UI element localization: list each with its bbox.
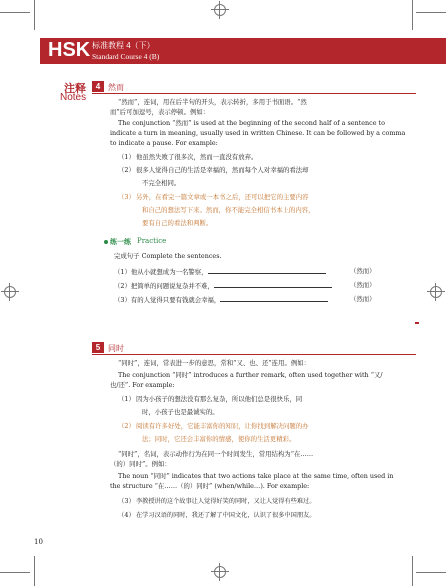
example-sentence: 不完全相同。 bbox=[142, 179, 181, 187]
crop-mark bbox=[0, 12, 30, 13]
crop-mark bbox=[416, 12, 446, 13]
crop-mark bbox=[412, 0, 413, 30]
answer-blank[interactable] bbox=[220, 295, 328, 302]
notes-label-en: Notes bbox=[60, 92, 87, 103]
example-number: （3） bbox=[118, 193, 135, 201]
crop-mark bbox=[0, 572, 30, 573]
explanation-en: the structure “在……（的）同时” (when/while…). For example: bbox=[110, 482, 310, 490]
notes-label-cn: 注释 bbox=[64, 83, 86, 95]
explanation-en: 也/还”. For example: bbox=[110, 381, 175, 389]
section-rule bbox=[92, 354, 416, 355]
registration-mark-icon bbox=[214, 4, 226, 16]
example-sentence: 要有自己的看法和判断。 bbox=[142, 219, 213, 227]
example-sentence: 法；同时，它还会丰富你的情感，使你的生活更精彩。 bbox=[142, 435, 296, 443]
explanation-cn: “同时”，连词，常表进一步的意思，常和“又、也、还”连用。例如： bbox=[118, 359, 311, 367]
explanation-cn: 而”后可加逗号，表示停顿。例如： bbox=[110, 108, 210, 116]
registration-mark-icon bbox=[214, 566, 226, 578]
practice-bullet-icon bbox=[104, 240, 108, 244]
example-sentence: 阅读有许多好处，它能丰富你的知识，让你找到解决问题的办 bbox=[136, 422, 309, 430]
explanation-en: The conjunction “然而” is used at the beginning of the second half of a sentence to bbox=[118, 119, 385, 127]
book-title-en: Standard Course 4 (B) bbox=[92, 52, 160, 61]
registration-mark-icon bbox=[4, 286, 16, 298]
example-sentence: 李教授讲的这个故事让人觉得好笑的同时，又让人觉得有些难过。 bbox=[136, 498, 316, 505]
explanation-cn: （的）同时”。例如： bbox=[110, 460, 171, 468]
answer-blank[interactable] bbox=[214, 281, 332, 288]
section-title: 然而 bbox=[108, 83, 124, 92]
example-number: （2） bbox=[118, 422, 135, 430]
example-sentence: 在学习汉语的同时，我还了解了中国文化，认识了很多中国朋友。 bbox=[136, 512, 316, 519]
explanation-en: The conjunction “同时” introduces a further remark, often used together with “又/ bbox=[118, 371, 383, 379]
example-sentence: 他虽然失败了很多次，然而一直没有放弃。 bbox=[136, 153, 258, 161]
crop-mark bbox=[412, 556, 413, 586]
practice-label-en: Practice bbox=[137, 237, 167, 245]
example-number: （2） bbox=[118, 166, 135, 174]
explanation-en: indicate a turn in meaning, usually used in written Chinese. It can be followed by a comma bbox=[110, 129, 406, 137]
practice-item: （1）他从小就想成为一名警察， bbox=[114, 267, 326, 277]
crop-mark bbox=[34, 0, 35, 30]
crop-mark bbox=[34, 556, 35, 586]
example-number: （1） bbox=[118, 153, 135, 161]
practice-hint: （然而） bbox=[350, 267, 376, 275]
side-tab-marker bbox=[415, 322, 419, 324]
hsk-logo: HSK bbox=[48, 39, 91, 61]
example-sentence: 因为小孩子的想法没有那么复杂，所以他们总是很快乐，同 bbox=[136, 395, 303, 403]
example-number: （4） bbox=[118, 511, 135, 519]
section-number: 4 bbox=[92, 81, 104, 92]
example-number: （3） bbox=[118, 497, 135, 505]
practice-hint: （然而） bbox=[350, 295, 376, 303]
book-title-cn: 标准教程 4（下） bbox=[92, 41, 155, 50]
explanation-en: to indicate a pause. For example: bbox=[110, 139, 218, 147]
practice-item: （3）有的人觉得只要有钱就会幸福， bbox=[114, 295, 328, 305]
explanation-en: The noun “同时” indicates that two actions take place at the same time, often used in bbox=[118, 472, 394, 480]
section-title: 同时 bbox=[108, 344, 124, 353]
example-sentence: 很多人觉得自己的生活是幸福的，然而每个人对幸福的看法却 bbox=[136, 166, 309, 174]
practice-item: （2）把简单的问题说复杂并不难， bbox=[114, 281, 332, 291]
section-number: 5 bbox=[92, 342, 104, 353]
example-number: （1） bbox=[118, 395, 135, 403]
explanation-cn: “同时”，名词，表示动作行为在同一个时间发生，常用结构为“在…… bbox=[118, 450, 314, 458]
answer-blank[interactable] bbox=[208, 267, 326, 274]
example-sentence: 和自己的想法写下来。然而，你不能完全相信书本上的内容， bbox=[142, 206, 315, 214]
crop-mark bbox=[416, 572, 446, 573]
explanation-cn: “然而”，连词，用在后半句的开头，表示转折，多用于书面语。“然 bbox=[118, 98, 307, 106]
section-rule bbox=[92, 93, 416, 94]
practice-hint: （然而） bbox=[350, 281, 376, 289]
page-number: 10 bbox=[34, 538, 43, 546]
example-sentence: 另外，在看完一篇文章或一本书之后，还可以把它的主要内容 bbox=[136, 193, 309, 201]
practice-instruction: 完成句子 Complete the sentences. bbox=[114, 252, 222, 260]
example-sentence: 时，小孩子也是最诚实的。 bbox=[142, 408, 219, 416]
registration-mark-icon bbox=[430, 286, 442, 298]
practice-label-cn: 练一练 bbox=[110, 239, 131, 246]
